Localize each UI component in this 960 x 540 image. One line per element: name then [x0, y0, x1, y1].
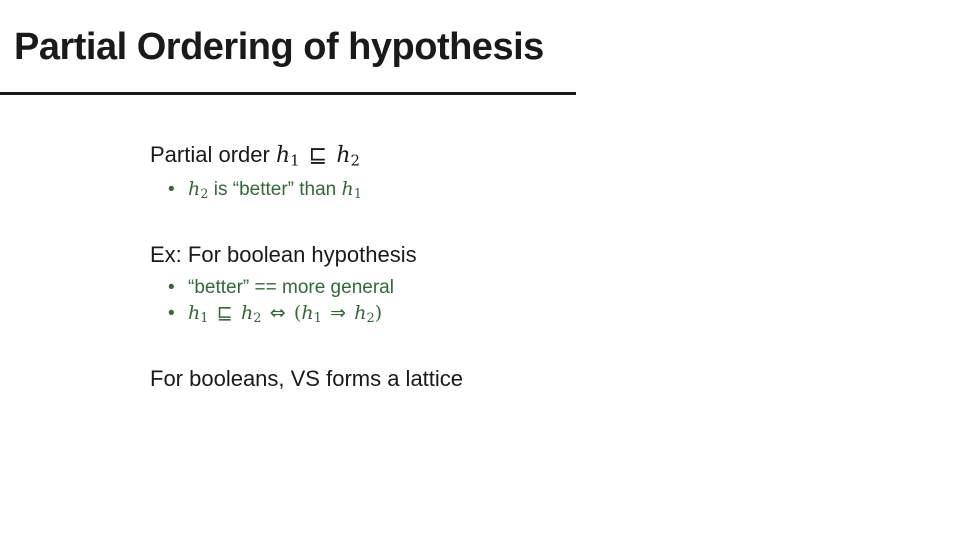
subsumes-symbol: ⊑ — [216, 301, 233, 324]
spacer — [150, 328, 850, 364]
h2-variable: $h_2$ — [354, 301, 375, 327]
h1-variable: $h_1$ — [341, 177, 362, 203]
h2-variable: $h_2$ — [336, 143, 361, 170]
page-title: Partial Ordering of hypothesis — [14, 26, 544, 68]
bullet-icon: • — [168, 302, 175, 324]
title-divider — [0, 92, 576, 95]
list-item — [168, 177, 850, 204]
bullet-icon: • — [168, 277, 175, 299]
partial-order-statement — [150, 140, 850, 171]
open-paren: ( — [293, 301, 302, 324]
h1-variable: $h_1$ — [188, 301, 209, 327]
h2-variable: $h_2$ — [240, 301, 262, 327]
iff-symbol: ⇔ — [269, 301, 286, 324]
implies-symbol: ⇒ — [330, 301, 346, 324]
h1-variable: $h_1$ — [301, 301, 322, 327]
better-phrase: is “better” than — [208, 178, 342, 200]
bullet-more-general-text: “better” == more general — [188, 277, 394, 299]
h1-variable: $h_1$ — [275, 143, 300, 170]
list-item — [168, 275, 850, 301]
list-item — [168, 301, 850, 328]
partial-order-label: Partial order — [150, 142, 270, 167]
bullet-icon: • — [168, 178, 175, 200]
subsumes-symbol: ⊑ — [308, 143, 328, 168]
example-heading: Ex: For boolean hypothesis — [150, 241, 417, 267]
close-paren: ) — [374, 301, 383, 324]
bullet-implication-text — [188, 301, 382, 328]
slide-body — [150, 140, 850, 393]
bullet-better-text — [188, 177, 362, 204]
lattice-statement: For booleans, VS forms a lattice — [150, 365, 464, 391]
h2-variable: $h_2$ — [188, 177, 209, 203]
spacer — [150, 204, 850, 240]
